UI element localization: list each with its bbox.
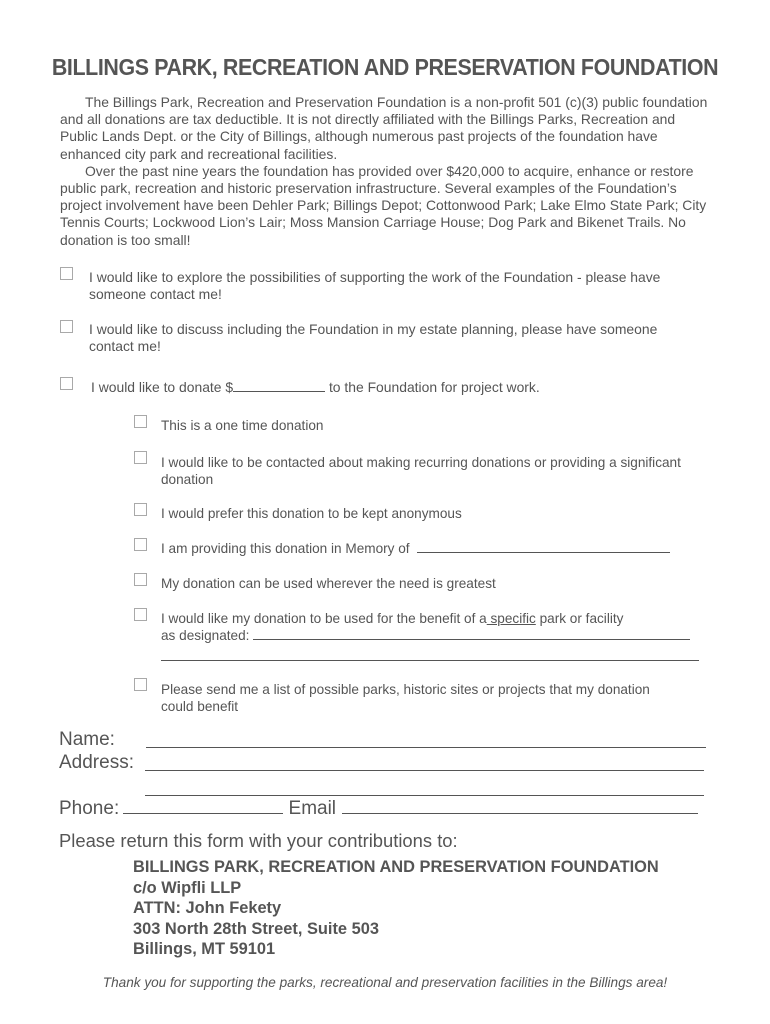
page-title: BILLINGS PARK, RECREATION AND PRESERVATION FOUNDATION <box>51 54 719 80</box>
explore-option-label: I would like to explore the possibilities of supporting the work of the Foundation - please have someone contact me! <box>89 269 661 302</box>
recurring-label: I would like to be contacted about making recurring donations or providing a significant donation <box>161 455 681 487</box>
estate-option-label: I would like to discuss including the Foundation in my estate planning, please have someone contact me! <box>89 321 658 354</box>
explore-checkbox[interactable] <box>60 267 73 280</box>
phone-field[interactable] <box>123 813 283 814</box>
donate-label-start: I would like to donate $ <box>91 379 234 395</box>
one-time-checkbox[interactable] <box>134 415 147 428</box>
address-field-line-2[interactable] <box>145 795 704 796</box>
email-field[interactable] <box>342 813 698 814</box>
specific-label-start: I would like my donation to be used for the benefit of a <box>161 611 487 626</box>
memory-checkbox[interactable] <box>134 538 147 551</box>
intro-paragraph-2: Over the past nine years the foundation has provided over $420,000 to acquire, enhance or restore public park, recreation and historic preservation infrastructure. Several examples of the Foundation’s project involvement have been Dehler Park; Billings Depot; Cottonwood Park; Lake Elmo State Park; City Tennis Courts; Lockwood Lion’s Lair; Moss Mansion Carriage House; Dog Park and Bikenet Trails. No donation is too small! <box>60 162 707 248</box>
phone-label: Phone: <box>59 798 120 819</box>
designated-label: as designated: <box>161 628 250 643</box>
address-line-2: c/o Wipfli LLP <box>133 878 242 897</box>
recurring-checkbox[interactable] <box>134 451 147 464</box>
donate-amount-field[interactable] <box>233 391 325 392</box>
donate-label-end: to the Foundation for project work. <box>325 379 540 395</box>
intro-paragraph-1: The Billings Park, Recreation and Preservation Foundation is a non-profit 501 (c)(3) public foundation and all donations are tax deductible. It is not directly affiliated with the Billings Parks, Recreation and Public Lands Dept. or the City of Billings, although numerous past projects of the foundation have enhanced city park and recreational facilities. <box>60 94 708 162</box>
intro-text <box>60 94 710 249</box>
address-line-1: BILLINGS PARK, RECREATION AND PRESERVATION FOUNDATION <box>133 858 659 876</box>
estate-checkbox[interactable] <box>60 320 73 333</box>
designated-field[interactable] <box>253 639 690 640</box>
donate-checkbox[interactable] <box>60 377 73 390</box>
memory-label: I am providing this donation in Memory of <box>161 541 410 556</box>
address-label: Address: <box>59 752 134 773</box>
return-instructions: Please return this form with your contributions to: <box>59 830 458 851</box>
wherever-checkbox[interactable] <box>134 573 147 586</box>
specific-checkbox[interactable] <box>134 608 147 621</box>
one-time-label: This is a one time donation <box>161 418 324 433</box>
footer-thanks: Thank you for supporting the parks, recreational and preservation facilities in the Billings area! <box>102 975 668 990</box>
specific-option <box>161 610 701 627</box>
address-line-4: 303 North 28th Street, Suite 503 <box>133 919 379 938</box>
memory-name-field[interactable] <box>417 552 670 553</box>
address-line-5: Billings, MT 59101 <box>133 940 276 958</box>
phone-email-row <box>59 798 698 820</box>
name-field[interactable] <box>146 747 706 748</box>
specific-word: specific <box>486 611 536 626</box>
designated-line <box>161 627 701 644</box>
anonymous-checkbox[interactable] <box>134 503 147 516</box>
list-checkbox[interactable] <box>134 678 147 691</box>
memory-option <box>161 540 701 557</box>
email-label: Email <box>288 798 337 819</box>
anonymous-label: I would prefer this donation to be kept anonymous <box>161 506 462 521</box>
name-label: Name: <box>59 729 115 750</box>
specific-label-end: park or facility <box>535 611 624 626</box>
address-field-line-1[interactable] <box>145 770 704 771</box>
address-line-3: ATTN: John Fekety <box>133 899 282 917</box>
donate-option <box>91 379 711 396</box>
list-label: Please send me a list of possible parks, historic sites or projects that my donation could benefit <box>161 682 650 714</box>
designated-extra-line[interactable] <box>161 660 699 661</box>
mailing-address <box>133 857 659 960</box>
wherever-label: My donation can be used wherever the need is greatest <box>161 576 496 591</box>
